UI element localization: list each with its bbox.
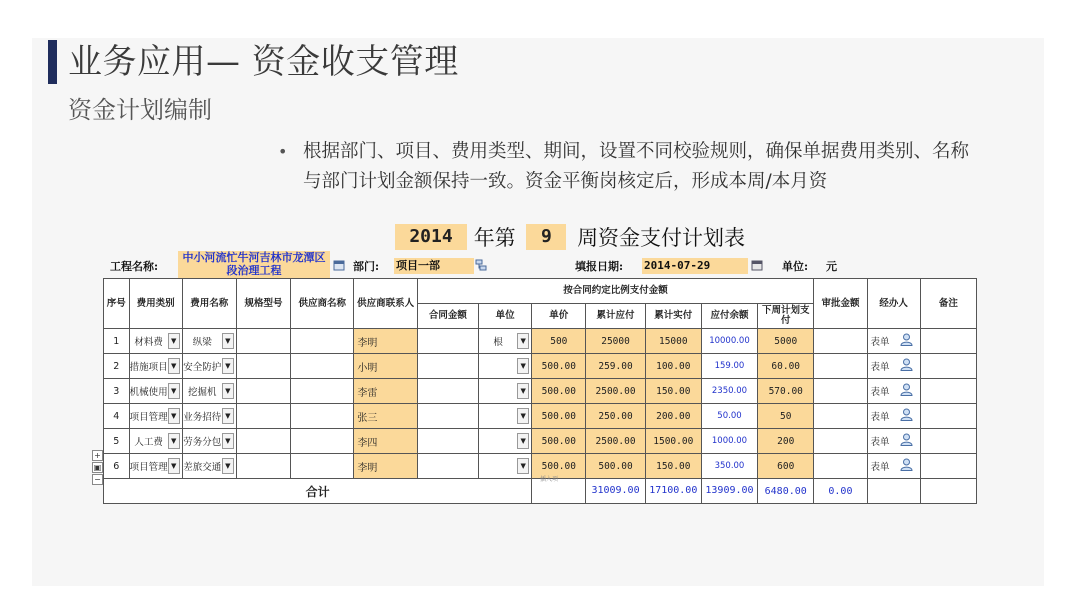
fee-name-value: 挖掘机 <box>188 387 217 398</box>
handler-value: 表单 <box>870 337 890 348</box>
fee-name-select[interactable] <box>182 429 236 454</box>
next-week-cell[interactable]: 60.00 <box>758 354 814 379</box>
person-icon[interactable] <box>900 408 913 424</box>
fee-type-select[interactable] <box>129 454 182 479</box>
cum-due-cell[interactable]: 2500.00 <box>586 379 645 404</box>
year-field[interactable]: 2014 <box>395 224 467 250</box>
spec-cell[interactable] <box>236 429 290 454</box>
supplier-cell[interactable] <box>291 404 354 429</box>
person-icon[interactable] <box>900 433 913 449</box>
dropdown-arrow-icon[interactable]: ▼ <box>222 383 234 399</box>
handler-cell[interactable] <box>867 454 920 479</box>
balance-cell: 1000.00 <box>701 429 757 454</box>
supplier-cell[interactable] <box>291 354 354 379</box>
fee-type-select[interactable] <box>129 354 182 379</box>
dropdown-arrow-icon[interactable]: ▼ <box>517 333 529 349</box>
contact-cell[interactable]: 李雷 <box>354 379 417 404</box>
bullet-dot-icon: • <box>278 142 288 161</box>
dept-label: 部门: <box>353 260 380 273</box>
table-row <box>104 354 977 379</box>
project-name-field[interactable]: 中小河流忙牛河吉林市龙潭区段治理工程 <box>178 251 330 279</box>
remark-cell[interactable] <box>920 329 976 354</box>
week-field[interactable]: 9 <box>526 224 566 250</box>
total-balance: 13909.00 <box>701 479 757 504</box>
handler-value: 表单 <box>870 462 890 473</box>
fee-type-value: 机械使用 <box>129 387 168 398</box>
contact-cell[interactable]: 张三 <box>354 404 417 429</box>
fee-name-select[interactable] <box>182 329 236 354</box>
row-seq: 6 <box>104 454 130 479</box>
title-accent-bar <box>48 40 57 84</box>
approved-cell[interactable] <box>814 354 867 379</box>
cum-paid-cell[interactable]: 15000 <box>645 329 701 354</box>
fee-name-select[interactable] <box>182 379 236 404</box>
form-title <box>395 222 745 252</box>
dept-field[interactable] <box>394 258 474 278</box>
total-next: 6480.00 <box>758 479 814 504</box>
fee-name-value: 差旅交通 <box>183 462 222 473</box>
fee-name-select[interactable] <box>182 454 236 479</box>
col-contact: 供应商联系人 <box>354 279 417 329</box>
fee-name-value: 安全防护 <box>183 362 222 373</box>
handler-value: 表单 <box>870 412 890 423</box>
cum-due-cell[interactable]: 500.00 <box>586 454 645 479</box>
unit-value: 元 <box>826 260 837 273</box>
balance-cell: 350.00 <box>701 454 757 479</box>
fee-type-value: 材料费 <box>134 337 163 348</box>
col-fee-name: 费用名称 <box>182 279 236 329</box>
unit-label: 单位: <box>782 260 809 273</box>
spec-cell[interactable] <box>236 329 290 354</box>
next-week-cell[interactable]: 50 <box>758 404 814 429</box>
cum-paid-cell[interactable]: 100.00 <box>645 354 701 379</box>
spec-cell[interactable] <box>236 404 290 429</box>
col-unit: 单位 <box>479 304 532 329</box>
next-week-cell[interactable]: 200 <box>758 429 814 454</box>
approved-cell[interactable] <box>814 454 867 479</box>
date-label: 填报日期: <box>575 260 624 273</box>
remark-cell[interactable] <box>920 429 976 454</box>
col-balance: 应付余额 <box>701 304 757 329</box>
total-cum-due: 31009.00 <box>586 479 645 504</box>
unit-select[interactable] <box>479 404 532 429</box>
unit-select[interactable] <box>479 429 532 454</box>
row-seq: 1 <box>104 329 130 354</box>
col-cum-due: 累计应付 <box>586 304 645 329</box>
handler-value: 表单 <box>870 362 890 373</box>
expand-icon[interactable]: + <box>92 450 103 461</box>
col-price: 单价 <box>532 304 586 329</box>
handler-cell[interactable] <box>867 329 920 354</box>
row-seq: 2 <box>104 354 130 379</box>
dropdown-arrow-icon[interactable]: ▼ <box>168 358 180 374</box>
dept-picker[interactable] <box>475 258 487 278</box>
calendar-icon[interactable] <box>751 259 763 271</box>
fee-type-select[interactable] <box>129 429 182 454</box>
handler-value: 表单 <box>870 387 890 398</box>
fee-type-value: 人工费 <box>134 437 163 448</box>
handler-cell[interactable] <box>867 404 920 429</box>
project-picker[interactable] <box>333 258 345 278</box>
slide-title: 业务应用— 资金收支管理 <box>68 42 459 82</box>
supplier-cell[interactable] <box>291 379 354 404</box>
fee-type-select[interactable] <box>129 329 182 354</box>
price-cell[interactable]: 500.00 <box>532 429 586 454</box>
col-supplier: 供应商名称 <box>291 279 354 329</box>
handler-value: 表单 <box>870 437 890 448</box>
col-contract-amt: 合同金额 <box>417 304 478 329</box>
dropdown-arrow-icon[interactable]: ▼ <box>168 383 180 399</box>
dropdown-arrow-icon[interactable]: ▼ <box>222 358 234 374</box>
unit-select[interactable] <box>479 454 532 479</box>
date-field[interactable] <box>642 258 748 278</box>
approved-cell[interactable] <box>814 379 867 404</box>
cum-paid-cell[interactable]: 150.00 <box>645 379 701 404</box>
person-icon[interactable] <box>900 333 913 349</box>
col-remark: 备注 <box>920 279 976 329</box>
project-label: 工程名称: <box>110 260 159 273</box>
spec-cell[interactable] <box>236 454 290 479</box>
date-picker[interactable] <box>751 258 763 278</box>
approved-cell[interactable] <box>814 329 867 354</box>
col-next-week: 下周计划支付 <box>758 304 814 329</box>
contract-amt-cell[interactable] <box>417 454 478 479</box>
row-seq: 3 <box>104 379 130 404</box>
total-cum-paid: 17100.00 <box>645 479 701 504</box>
dropdown-arrow-icon[interactable]: ▼ <box>222 458 234 474</box>
person-icon[interactable] <box>900 358 913 374</box>
remark-cell[interactable] <box>920 379 976 404</box>
contact-cell[interactable]: 李明 <box>354 329 417 354</box>
supplier-cell[interactable] <box>291 329 354 354</box>
dropdown-arrow-icon[interactable]: ▼ <box>517 408 529 424</box>
fee-name-select[interactable] <box>182 354 236 379</box>
dropdown-arrow-icon[interactable]: ▼ <box>222 408 234 424</box>
cum-due-cell[interactable]: 259.00 <box>586 354 645 379</box>
col-approved: 审批金额 <box>814 279 867 329</box>
fee-type-value: 项目管理 <box>129 412 168 423</box>
calendar-icon[interactable] <box>333 259 345 271</box>
fee-name-select[interactable] <box>182 404 236 429</box>
date-value: 2014-07-29 <box>642 258 748 274</box>
contract-amt-cell[interactable] <box>417 329 478 354</box>
dropdown-arrow-icon[interactable]: ▼ <box>168 458 180 474</box>
unit-select[interactable] <box>479 354 532 379</box>
col-handler: 经办人 <box>867 279 920 329</box>
dropdown-arrow-icon[interactable]: ▼ <box>517 433 529 449</box>
supplier-cell[interactable] <box>291 454 354 479</box>
dropdown-arrow-icon[interactable]: ▼ <box>222 333 234 349</box>
cum-paid-cell[interactable]: 150.00 <box>645 454 701 479</box>
contact-cell[interactable]: 李明 <box>354 454 417 479</box>
col-group-contract: 按合同约定比例支付金额 <box>417 279 814 304</box>
balance-cell: 50.00 <box>701 404 757 429</box>
price-cell[interactable]: 500.00 <box>532 354 586 379</box>
slide-subtitle: 资金计划编制 <box>68 96 212 124</box>
approved-cell[interactable] <box>814 404 867 429</box>
remark-cell[interactable] <box>920 404 976 429</box>
price-cell[interactable]: 500.00 <box>532 379 586 404</box>
next-week-cell[interactable]: 600 <box>758 454 814 479</box>
balance-cell: 10000.00 <box>701 329 757 354</box>
contact-cell[interactable]: 小明 <box>354 354 417 379</box>
col-seq: 序号 <box>104 279 130 329</box>
spec-cell[interactable] <box>236 354 290 379</box>
org-tree-icon[interactable] <box>475 259 487 271</box>
total-approved: 0.00 <box>814 479 867 504</box>
fee-type-select[interactable] <box>129 379 182 404</box>
handler-cell[interactable] <box>867 429 920 454</box>
dept-value: 项目一部 <box>394 258 474 274</box>
person-icon[interactable] <box>900 458 913 474</box>
balance-cell: 2350.00 <box>701 379 757 404</box>
row-seq: 5 <box>104 429 130 454</box>
contact-cell[interactable]: 李四 <box>354 429 417 454</box>
payment-plan-table <box>103 278 977 504</box>
price-cell[interactable]: 500.00 <box>532 404 586 429</box>
grid-icon[interactable]: ▣ <box>93 463 102 472</box>
collapse-icon[interactable]: − <box>92 474 103 485</box>
cum-due-cell[interactable]: 250.00 <box>586 404 645 429</box>
contract-amt-cell[interactable] <box>417 429 478 454</box>
fee-name-value: 劳务分包 <box>183 437 222 448</box>
bullet-text: 根据部门、项目、费用类型、期间，设置不同校验规则，确保单据费用类别、名称与部门计划金额保持一致。资金平衡岗核定后，形成本周/本月资 <box>303 141 970 192</box>
fee-name-value: 业务招待 <box>183 412 222 423</box>
col-spec: 规格型号 <box>236 279 290 329</box>
dropdown-arrow-icon[interactable]: ▼ <box>168 433 180 449</box>
person-icon[interactable] <box>900 383 913 399</box>
col-cum-paid: 累计实付 <box>645 304 701 329</box>
cum-due-cell[interactable]: 2500.00 <box>586 429 645 454</box>
unit-value: 根 <box>493 337 503 348</box>
price-cell[interactable]: 500 <box>532 329 586 354</box>
dropdown-arrow-icon[interactable]: ▼ <box>517 358 529 374</box>
contract-amt-cell[interactable] <box>417 379 478 404</box>
contract-amt-cell[interactable] <box>417 404 478 429</box>
remark-cell[interactable] <box>920 454 976 479</box>
table-row <box>104 379 977 404</box>
table-row <box>104 404 977 429</box>
col-fee-type: 费用类别 <box>129 279 182 329</box>
fee-type-value: 项目管理 <box>129 462 168 473</box>
dropdown-arrow-icon[interactable]: ▼ <box>517 458 529 474</box>
dropdown-arrow-icon[interactable]: ▼ <box>168 408 180 424</box>
approved-cell[interactable] <box>814 429 867 454</box>
cum-paid-cell[interactable]: 1500.00 <box>645 429 701 454</box>
price-cell[interactable]: 500.00 <box>532 454 586 479</box>
table-row <box>104 429 977 454</box>
next-week-cell[interactable]: 570.00 <box>758 379 814 404</box>
unit-select[interactable] <box>479 379 532 404</box>
table-row <box>104 329 977 354</box>
spec-cell[interactable] <box>236 379 290 404</box>
row-seq: 4 <box>104 404 130 429</box>
handler-cell[interactable] <box>867 354 920 379</box>
fee-name-value: 纵梁 <box>192 337 212 348</box>
cum-due-cell[interactable]: 25000 <box>586 329 645 354</box>
dropdown-arrow-icon[interactable]: ▼ <box>517 383 529 399</box>
fee-type-select[interactable] <box>129 404 182 429</box>
balance-cell: 159.00 <box>701 354 757 379</box>
total-label: 合计 <box>104 479 532 504</box>
next-week-cell[interactable]: 5000 <box>758 329 814 354</box>
dropdown-arrow-icon[interactable]: ▼ <box>168 333 180 349</box>
bullet-point <box>278 137 978 197</box>
remark-cell[interactable] <box>920 354 976 379</box>
insert-row-hint[interactable]: 插入项 <box>540 476 559 483</box>
unit-select[interactable] <box>479 329 532 354</box>
title-mid: 年第 <box>473 226 516 250</box>
cum-paid-cell[interactable]: 200.00 <box>645 404 701 429</box>
handler-cell[interactable] <box>867 379 920 404</box>
fee-type-value: 措施项目 <box>129 362 168 373</box>
dropdown-arrow-icon[interactable]: ▼ <box>222 433 234 449</box>
supplier-cell[interactable] <box>291 429 354 454</box>
contract-amt-cell[interactable] <box>417 354 478 379</box>
title-end: 周资金支付计划表 <box>577 226 746 250</box>
